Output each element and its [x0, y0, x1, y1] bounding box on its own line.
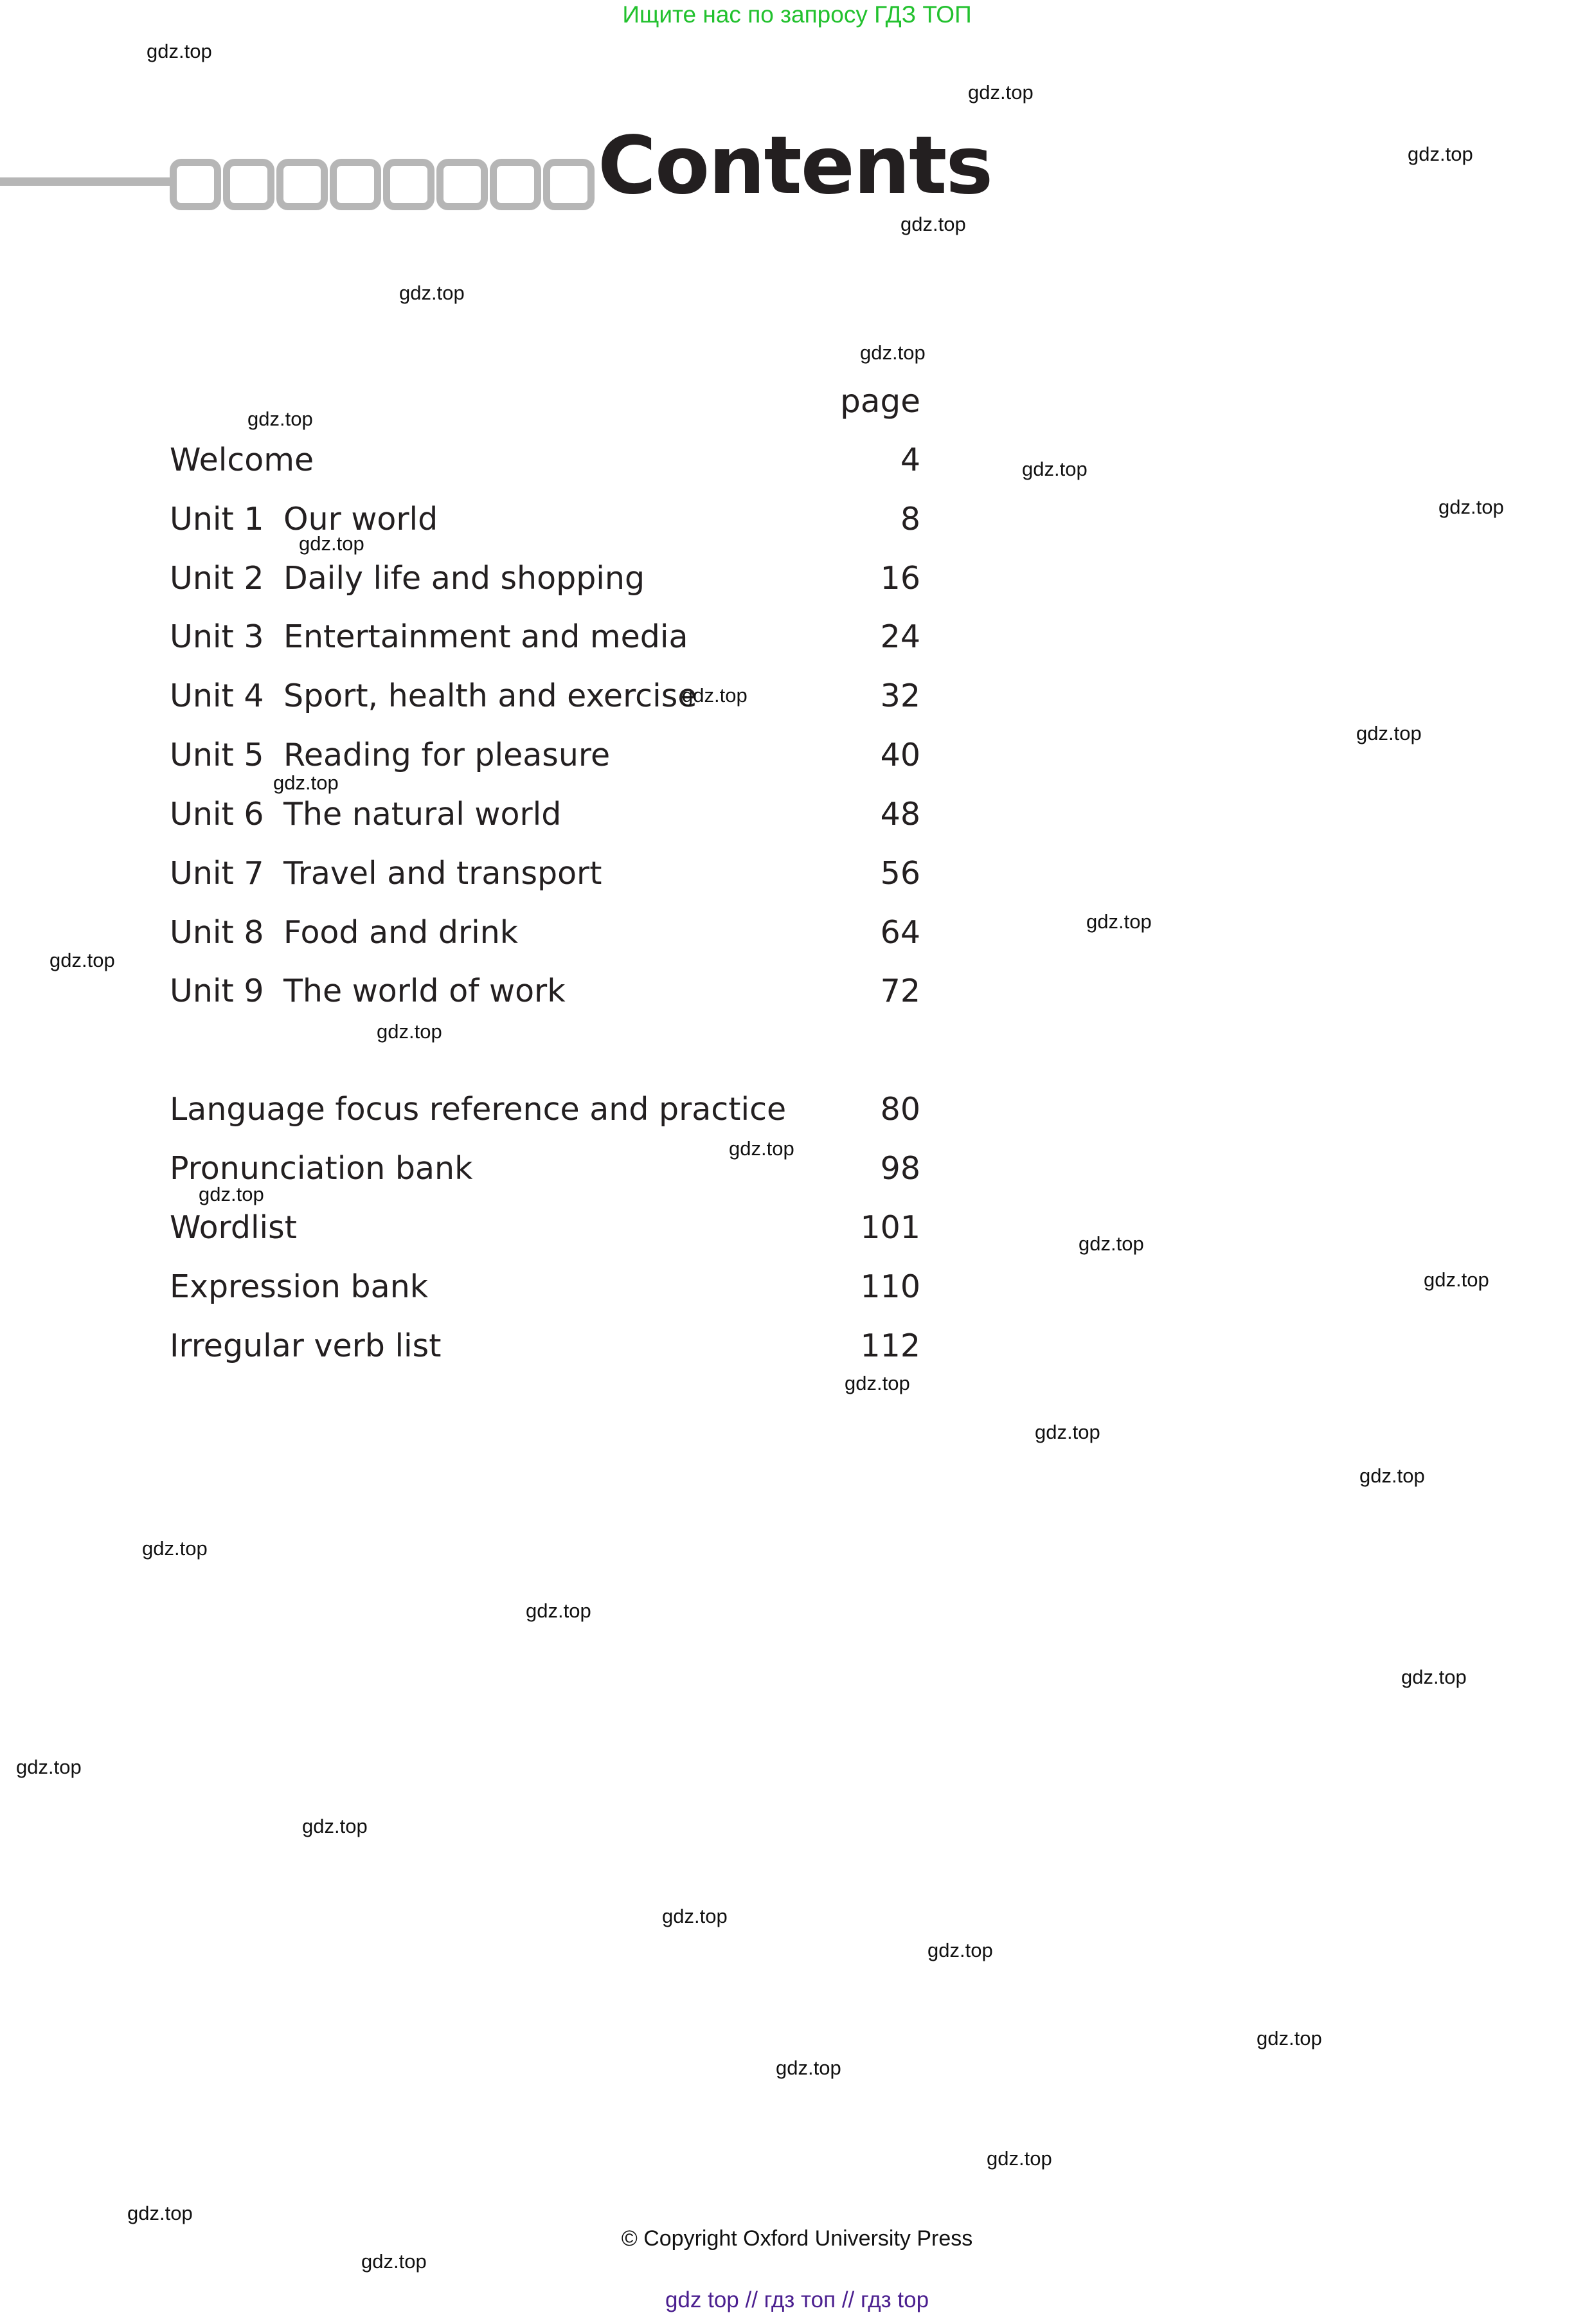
entry-label: Irregular verb list	[170, 1328, 442, 1364]
watermark: gdz.top	[247, 408, 313, 430]
watermark: gdz.top	[377, 1020, 442, 1043]
entry-topic: Our world	[283, 501, 438, 537]
entry-page-number: 98	[880, 1150, 920, 1187]
watermark: gdz.top	[776, 2057, 841, 2079]
watermark: gdz.top	[900, 213, 966, 235]
entry-topic: Daily life and shopping	[283, 560, 645, 597]
entry-label: Unit 1	[170, 501, 264, 537]
entry-label: Unit 4	[170, 678, 264, 714]
entry-page-number: 110	[860, 1268, 920, 1305]
watermark: gdz.top	[142, 1537, 208, 1560]
decorative-box	[276, 159, 328, 210]
entry-label: Welcome	[170, 442, 314, 478]
watermark: gdz.top	[49, 949, 115, 971]
decorative-box	[383, 159, 434, 210]
entry-page-number: 64	[880, 914, 920, 951]
copyright-notice: © Copyright Oxford University Press	[621, 2226, 973, 2251]
entry-page-number: 4	[900, 442, 920, 478]
watermark: gdz.top	[199, 1183, 264, 1205]
toc-entry-unit-1[interactable]	[170, 499, 920, 540]
entry-page-number: 101	[860, 1209, 920, 1246]
toc-entry-irregular-verb-list[interactable]	[170, 1326, 920, 1367]
watermark: gdz.top	[361, 2250, 427, 2273]
toc-entry-unit-2[interactable]	[170, 558, 920, 599]
entry-page-number: 24	[880, 618, 920, 655]
watermark: gdz.top	[1438, 496, 1504, 518]
toc-entry-unit-3[interactable]	[170, 617, 920, 658]
entry-topic: Sport, health and exercise	[283, 678, 697, 714]
watermark: gdz.top	[987, 2147, 1052, 2170]
entry-label: Pronunciation bank	[170, 1150, 473, 1187]
toc-entry-unit-4[interactable]	[170, 676, 920, 717]
page-column-header: page	[840, 383, 920, 420]
entry-topic: The natural world	[283, 796, 562, 833]
watermark: gdz.top	[1079, 1232, 1144, 1255]
watermark: gdz.top	[845, 1372, 910, 1394]
entry-topic: Travel and transport	[283, 855, 602, 892]
toc-entry-welcome[interactable]	[170, 440, 920, 481]
entry-label: Unit 6	[170, 796, 264, 833]
watermark: gdz.top	[927, 1939, 993, 1961]
search-banner: Ищите нас по запросу ГДЗ ТОП	[622, 1, 972, 28]
watermark: gdz.top	[1035, 1421, 1100, 1443]
entry-page-number: 72	[880, 973, 920, 1009]
entry-label: Unit 8	[170, 914, 264, 951]
entry-page-number: 48	[880, 796, 920, 833]
entry-page-number: 8	[900, 501, 920, 537]
watermark: gdz.top	[662, 1905, 728, 1927]
decorative-box	[170, 159, 221, 210]
toc-entry-unit-6[interactable]	[170, 794, 920, 835]
decorative-box	[436, 159, 488, 210]
toc-entry-pronunciation-bank[interactable]	[170, 1148, 920, 1189]
watermark: gdz.top	[1086, 910, 1152, 933]
watermark: gdz.top	[16, 1756, 82, 1778]
entry-label: Unit 2	[170, 560, 264, 597]
watermark: gdz.top	[299, 532, 364, 555]
entry-page-number: 112	[860, 1328, 920, 1364]
entry-page-number: 40	[880, 737, 920, 773]
toc-entry-unit-8[interactable]	[170, 912, 920, 953]
entry-page-number: 56	[880, 855, 920, 892]
entry-label: Expression bank	[170, 1268, 429, 1305]
toc-entry-language-focus[interactable]	[170, 1089, 920, 1130]
watermark: gdz.top	[1408, 143, 1473, 165]
entry-page-number: 16	[880, 560, 920, 597]
toc-entry-expression-bank[interactable]	[170, 1266, 920, 1308]
watermark: gdz.top	[1022, 458, 1088, 480]
entry-label: Unit 5	[170, 737, 264, 773]
toc-entry-unit-5[interactable]	[170, 735, 920, 776]
decorative-box	[490, 159, 541, 210]
entry-label: Language focus reference and practice	[170, 1091, 787, 1128]
watermark: gdz.top	[273, 771, 339, 794]
decorative-box	[223, 159, 274, 210]
decorative-box	[543, 159, 595, 210]
watermark: gdz.top	[302, 1815, 368, 1837]
entry-page-number: 80	[880, 1091, 920, 1128]
decorative-box	[330, 159, 381, 210]
watermark: gdz.top	[1424, 1268, 1489, 1291]
watermark: gdz.top	[968, 81, 1034, 104]
entry-label: Unit 3	[170, 618, 264, 655]
entry-label: Wordlist	[170, 1209, 297, 1246]
entry-topic: Entertainment and media	[283, 618, 688, 655]
watermark: gdz.top	[399, 282, 465, 304]
watermark: gdz.top	[1401, 1666, 1467, 1688]
toc-entry-wordlist[interactable]	[170, 1207, 920, 1248]
watermark: gdz.top	[682, 684, 748, 707]
entry-page-number: 32	[880, 678, 920, 714]
watermark: gdz.top	[526, 1599, 591, 1622]
entry-topic: Reading for pleasure	[283, 737, 611, 773]
watermark: gdz.top	[1257, 2027, 1322, 2049]
watermark: gdz.top	[127, 2202, 193, 2224]
footer-links[interactable]: gdz top // гдз топ // гдз top	[665, 2287, 929, 2312]
watermark: gdz.top	[147, 40, 212, 62]
header-rule	[0, 177, 172, 186]
toc-entry-unit-7[interactable]	[170, 853, 920, 894]
entry-label: Unit 9	[170, 973, 264, 1009]
watermark: gdz.top	[1356, 722, 1422, 744]
toc-entry-unit-9[interactable]	[170, 971, 920, 1012]
entry-topic: Food and drink	[283, 914, 519, 951]
entry-label: Unit 7	[170, 855, 264, 892]
watermark: gdz.top	[1359, 1464, 1425, 1487]
watermark: gdz.top	[860, 341, 926, 364]
entry-topic: The world of work	[283, 973, 566, 1009]
watermark: gdz.top	[729, 1137, 794, 1160]
page-title: Contents	[598, 120, 992, 212]
